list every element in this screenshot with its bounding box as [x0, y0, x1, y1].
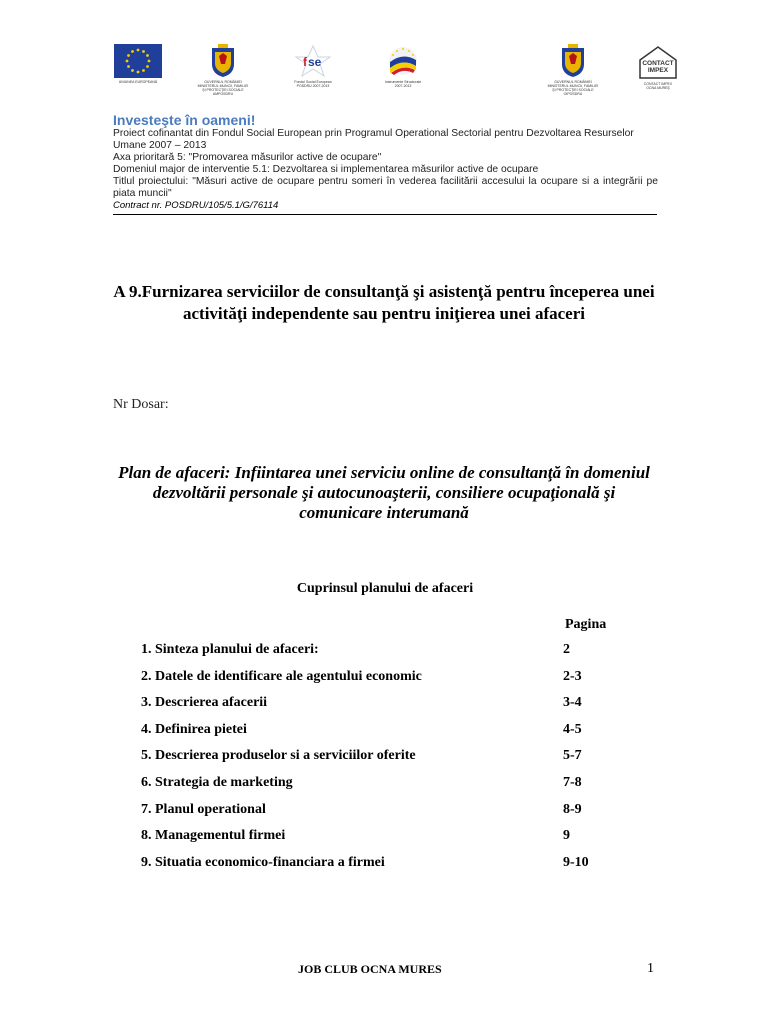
toc-title: 3. Descrierea afacerii [141, 695, 268, 711]
structural-instruments-logo [358, 44, 448, 88]
page-number: 1 [647, 961, 654, 976]
toc-page: 2 [563, 642, 570, 657]
svg-text:CONTACT: CONTACT [642, 60, 674, 67]
toc-row [141, 722, 611, 749]
fse-logo [268, 44, 358, 88]
toc-row [141, 775, 611, 802]
header-divider [113, 214, 657, 215]
fse-logo-icon [293, 44, 333, 78]
romania-crest-icon [210, 44, 236, 78]
ministry-logo [528, 44, 618, 96]
toc-page: 5-7 [563, 748, 582, 764]
eu-flag-icon [114, 44, 162, 78]
toc-title: 9. Situatia economico-financiara a firmei [141, 854, 385, 870]
toc-page: 2-3 [563, 668, 582, 684]
toc-row [141, 748, 611, 775]
contact-impex-logo [613, 44, 703, 90]
slogan: Investeşte în oameni! [113, 112, 256, 128]
contact-impex-logo-icon [636, 44, 680, 80]
romania-crest-icon [560, 44, 586, 78]
toc-title: 7. Planul operational [141, 801, 266, 817]
project-header [113, 112, 658, 212]
nr-dosar-label: Nr Dosar: [113, 397, 169, 412]
contents-heading: Cuprinsul planului de afaceri [296, 581, 474, 596]
intervention-domain-line: Domeniul major de interventie 5.1: Dezvoltarea si implementarea măsurilor active de ocupare [113, 164, 539, 175]
instrumente-structurale-icon [383, 44, 423, 78]
table-of-contents [141, 642, 611, 881]
svg-text:f: f [303, 55, 307, 69]
toc-row [141, 695, 611, 722]
logo-caption: CONTACT IMPEX OCNA MUREŞ [643, 82, 673, 90]
toc-page: 9-10 [563, 854, 589, 870]
toc-row [141, 855, 611, 882]
toc-page: 4-5 [563, 721, 582, 737]
eu-logo [93, 44, 183, 84]
toc-page: 3-4 [563, 695, 582, 711]
toc-title: 1. Sinteza planului de afaceri: [141, 642, 319, 657]
logo-caption: GUVERNUL ROMÂNIEI MINISTERUL MUNCII, FAMILIEI ŞI PROTECŢIEI SOCIALE OIPOSDRU [547, 80, 599, 96]
government-logo [178, 44, 268, 96]
toc-row [141, 828, 611, 855]
logo-caption: Instrumente Structurale 2007-2013 [384, 80, 422, 88]
project-title-line: Titlul proiectului: "Măsuri active de ocupare pentru someri în vederea facilitării accesului la ocupare si a integrării pe piata muncii" [113, 176, 658, 199]
svg-text:IMPEX: IMPEX [647, 67, 669, 74]
toc-title: 2. Datele de identificare ale agentului economic [141, 668, 422, 684]
toc-title: 4. Definirea pietei [141, 721, 247, 737]
toc-row [141, 669, 611, 696]
toc-page: 8-9 [563, 801, 582, 817]
contract-number: Contract nr. POSDRU/105/5.1/G/76114 [113, 200, 279, 211]
toc-title: 6. Strategia de marketing [141, 774, 293, 790]
toc-page: 9 [563, 828, 570, 844]
toc-title: 5. Descrierea produselor si a serviciilor oferite [141, 748, 416, 764]
section-title: A 9.Furnizarea serviciilor de consultanţă şi asistenţă pentru începerea unei activităţi independente sau pentru iniţierea unei afaceri [113, 282, 655, 323]
project-cofinancing-line: Proiect cofinantat din Fondul Social European prin Programul Operational Sectorial pentru Dezvoltarea Resurselor Umane 2007 – 2013 [113, 128, 634, 151]
toc-row [141, 802, 611, 829]
footer-organization: JOB CLUB OCNA MURES [298, 962, 442, 976]
logo-caption: GUVERNUL ROMÂNIEI MINISTERUL MUNCII, FAMILIEI ŞI PROTECŢIEI SOCIALE AMPOSDRU [197, 80, 249, 96]
logo-caption: Fondul Social European POSDRU 2007-2013 [294, 80, 332, 88]
toc-page: 7-8 [563, 774, 582, 790]
page-column-heading: Pagina [565, 617, 607, 632]
logo-caption: UNIUNEA EUROPEANĂ [118, 80, 158, 84]
toc-title: 8. Managementul firmei [141, 828, 286, 844]
svg-text:se: se [308, 55, 322, 69]
priority-axis-line: Axa prioritară 5: "Promovarea măsurilor active de ocupare" [113, 152, 382, 163]
logo-strip [108, 44, 688, 104]
business-plan-title: Plan de afaceri: Infiintarea unei serviciu online de consultanţă în domeniul dezvoltării personale şi autocunoaşterii, consiliere ocupaţională şi comunicare interumană [118, 463, 650, 522]
toc-row [141, 642, 611, 669]
